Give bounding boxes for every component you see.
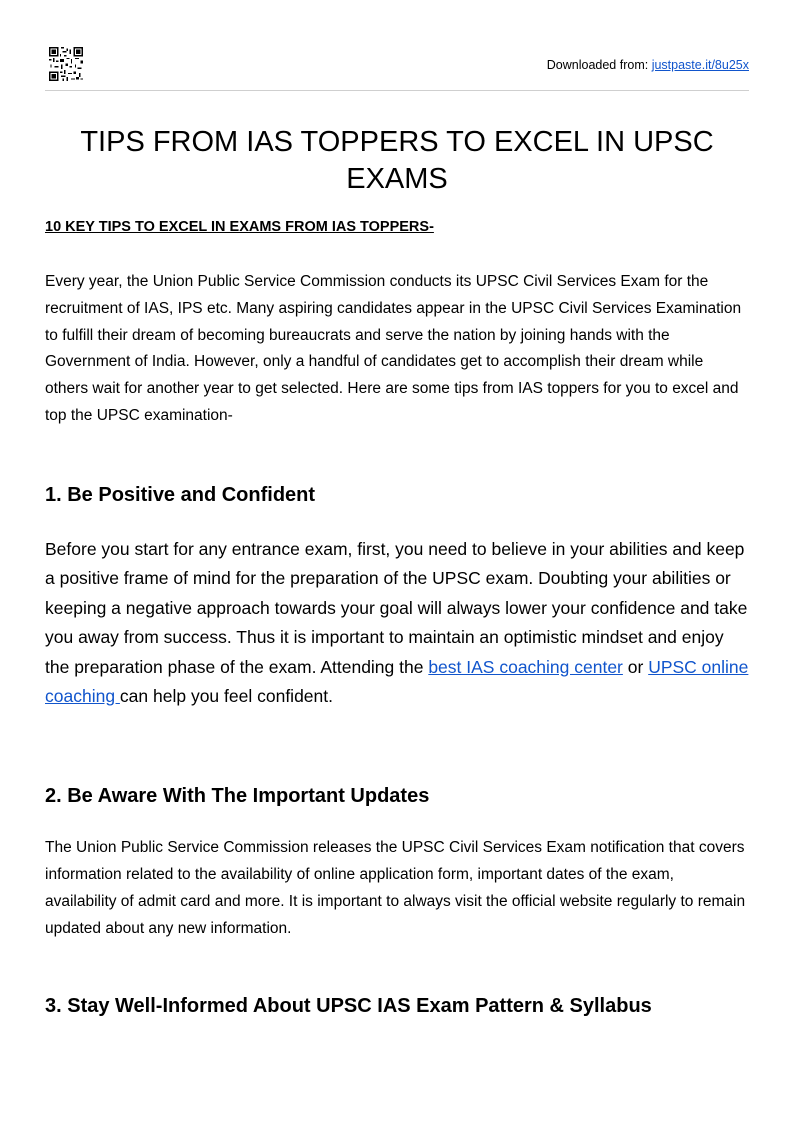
intro-paragraph: Every year, the Union Public Service Commission conducts its UPSC Civil Services Exam for the recruitment of IAS, IPS etc. Many aspiring candidates appear in the UPSC Civil Services Examination to fulfill their dream of becoming bureaucrats and serve the nation by joining hands with the Government of India. However, only a handful of candidates get to accomplish their dream while others wait for another year to get selected. Here are some tips from IAS toppers for you to excel and top the UPSC examination- [45,273,742,424]
qr-code-icon [49,47,83,81]
downloaded-from-label: Downloaded from: [546,58,649,72]
section-heading-3: 3. Stay Well-Informed About UPSC IAS Exam Pattern & Syllabus [45,995,652,1017]
upsc-online-coaching-link[interactable]: UPSC online coaching [45,656,749,707]
best-ias-coaching-link[interactable]: best IAS coaching center [428,656,623,677]
key-tips-subheading: 10 KEY TIPS TO EXCEL IN EXAMS FROM IAS TOPPERS- [45,219,434,235]
section-1-connector: or [622,656,649,677]
section-heading-1: 1. Be Positive and Confident [45,484,316,506]
download-source [547,58,749,72]
header-divider [45,90,749,91]
page-title: TIPS FROM IAS TOPPERS TO EXCEL IN UPSC EXAMS [80,126,714,195]
section-1-text-end: can help you feel confident. [119,686,333,707]
source-link[interactable]: justpaste.it/8u25x [651,58,749,72]
section-heading-2: 2. Be Aware With The Important Updates [45,785,430,807]
section-2-paragraph: The Union Public Service Commission releases the UPSC Civil Services Exam notification that covers information related to the availability of online application form, important dates of the exam, availability of admit card and more. It is important to always visit the official website regularly to remain updated about any new information. [45,839,746,937]
section-1-text: Before you start for any entrance exam, first, you need to believe in your abilities and keep a positive frame of mind for the preparation of the UPSC exam. Doubting your abilities or keeping a negative approach towards your goal will always lower your confidence and take you away from success. Thus it is important to maintain an optimistic mindset and enjoy the preparation phase of the exam. Attending the [45,539,748,677]
section-1-paragraph [45,535,749,711]
